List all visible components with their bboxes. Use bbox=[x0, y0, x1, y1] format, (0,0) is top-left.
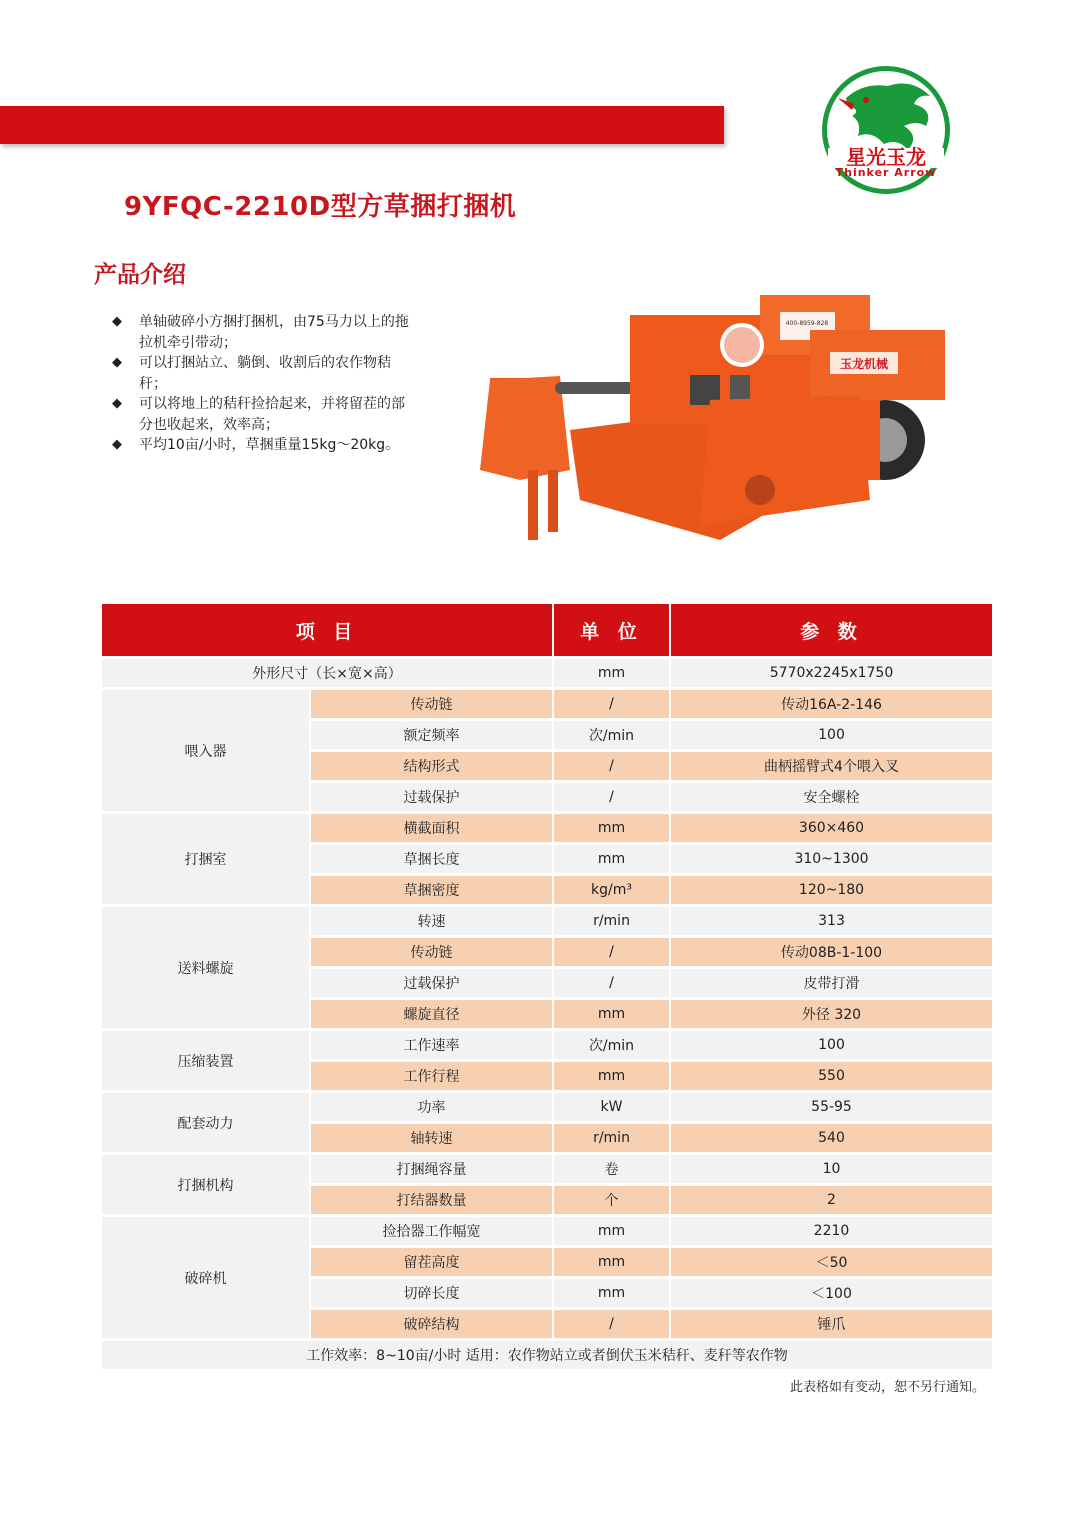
row-unit: mm bbox=[554, 1245, 671, 1276]
table-row bbox=[102, 1090, 992, 1121]
row-item: 横截面积 bbox=[311, 811, 554, 842]
diamond-bullet-icon: ◆ bbox=[112, 437, 122, 452]
header-item: 项 目 bbox=[102, 604, 554, 656]
row-unit: mm bbox=[554, 811, 671, 842]
row-unit: / bbox=[554, 687, 671, 718]
diamond-bullet-icon: ◆ bbox=[112, 314, 122, 329]
group-name: 送料螺旋 bbox=[102, 904, 311, 1028]
row-unit: mm bbox=[554, 997, 671, 1028]
intro-bullet-text: 可以将地上的秸秆捡拾起来，并将留茬的部分也收起来，效率高； bbox=[139, 396, 405, 433]
row-item: 草捆密度 bbox=[311, 873, 554, 904]
row-value: 120~180 bbox=[671, 873, 992, 904]
row-item: 过载保护 bbox=[311, 966, 554, 997]
row-unit: mm bbox=[554, 1276, 671, 1307]
table-row bbox=[102, 904, 992, 935]
row-item: 捡拾器工作幅宽 bbox=[311, 1214, 554, 1245]
row-value: 2 bbox=[671, 1183, 992, 1214]
row-value: 锤爪 bbox=[671, 1307, 992, 1338]
machine-phone-text: 400-8959-828 bbox=[785, 320, 829, 327]
header-value: 参 数 bbox=[671, 604, 992, 656]
company-logo bbox=[818, 64, 954, 198]
row-value: 传动16A-2-146 bbox=[671, 687, 992, 718]
logo-cn-text: 星光玉龙 bbox=[846, 145, 926, 169]
logo-en-text: Thinker Arrow bbox=[835, 166, 937, 179]
overall-item: 外形尺寸（长×宽×高） bbox=[102, 656, 554, 687]
table-footer-row bbox=[102, 1338, 992, 1369]
row-value: 皮带打滑 bbox=[671, 966, 992, 997]
group-name: 破碎机 bbox=[102, 1214, 311, 1338]
overall-unit: mm bbox=[554, 656, 671, 687]
group-name: 打捆室 bbox=[102, 811, 311, 904]
row-item: 过载保护 bbox=[311, 780, 554, 811]
row-value: ＜50 bbox=[671, 1245, 992, 1276]
table-row bbox=[102, 811, 992, 842]
table-row bbox=[102, 1214, 992, 1245]
row-item: 转速 bbox=[311, 904, 554, 935]
table-row bbox=[102, 687, 992, 718]
row-value: 360×460 bbox=[671, 811, 992, 842]
group-name: 打捆机构 bbox=[102, 1152, 311, 1214]
row-unit: / bbox=[554, 935, 671, 966]
row-item: 螺旋直径 bbox=[311, 997, 554, 1028]
disclaimer-note: 此表格如有变动，恕不另行通知。 bbox=[790, 1380, 986, 1395]
row-item: 传动链 bbox=[311, 687, 554, 718]
row-unit: / bbox=[554, 749, 671, 780]
table-row bbox=[102, 656, 992, 687]
row-item: 打结器数量 bbox=[311, 1183, 554, 1214]
row-unit: r/min bbox=[554, 904, 671, 935]
row-value: 安全螺栓 bbox=[671, 780, 992, 811]
row-item: 功率 bbox=[311, 1090, 554, 1121]
row-item: 草捆长度 bbox=[311, 842, 554, 873]
row-unit: mm bbox=[554, 1214, 671, 1245]
diamond-bullet-icon: ◆ bbox=[112, 355, 122, 370]
table-row bbox=[102, 1152, 992, 1183]
row-unit: mm bbox=[554, 842, 671, 873]
row-value: ＜100 bbox=[671, 1276, 992, 1307]
group-name: 配套动力 bbox=[102, 1090, 311, 1152]
header-red-bar bbox=[0, 106, 724, 144]
machine-label-text: 玉龙机械 bbox=[839, 357, 889, 371]
row-item: 留茬高度 bbox=[311, 1245, 554, 1276]
row-value: 100 bbox=[671, 718, 992, 749]
row-value: 10 bbox=[671, 1152, 992, 1183]
row-unit: / bbox=[554, 1307, 671, 1338]
row-value: 55-95 bbox=[671, 1090, 992, 1121]
row-unit: kg/m³ bbox=[554, 873, 671, 904]
table-footer: 工作效率：8~10亩/小时 适用：农作物站立或者倒伏玉米秸秆、麦秆等农作物 bbox=[102, 1338, 992, 1369]
intro-bullet bbox=[112, 394, 412, 435]
row-item: 打捆绳容量 bbox=[311, 1152, 554, 1183]
diamond-bullet-icon: ◆ bbox=[112, 396, 122, 411]
intro-bullet bbox=[112, 435, 412, 456]
section-heading-intro: 产品介绍 bbox=[94, 262, 186, 288]
row-item: 工作行程 bbox=[311, 1059, 554, 1090]
row-item: 传动链 bbox=[311, 935, 554, 966]
row-value: 550 bbox=[671, 1059, 992, 1090]
row-item: 结构形式 bbox=[311, 749, 554, 780]
row-item: 工作速率 bbox=[311, 1028, 554, 1059]
row-item: 切碎长度 bbox=[311, 1276, 554, 1307]
group-name: 压缩装置 bbox=[102, 1028, 311, 1090]
row-value: 540 bbox=[671, 1121, 992, 1152]
row-value: 100 bbox=[671, 1028, 992, 1059]
intro-bullet-list bbox=[112, 312, 412, 456]
header-unit: 单 位 bbox=[554, 604, 671, 656]
row-unit: 个 bbox=[554, 1183, 671, 1214]
row-item: 破碎结构 bbox=[311, 1307, 554, 1338]
row-unit: mm bbox=[554, 1059, 671, 1090]
row-value: 313 bbox=[671, 904, 992, 935]
row-value: 2210 bbox=[671, 1214, 992, 1245]
row-unit: 次/min bbox=[554, 1028, 671, 1059]
overall-value: 5770x2245x1750 bbox=[671, 656, 992, 687]
row-unit: r/min bbox=[554, 1121, 671, 1152]
row-value: 外径 320 bbox=[671, 997, 992, 1028]
intro-bullet bbox=[112, 353, 412, 394]
product-title: 9YFQC-2210D型方草捆打捆机 bbox=[124, 192, 517, 222]
intro-bullet-text: 平均10亩/小时，草捆重量15kg～20kg。 bbox=[139, 437, 400, 453]
row-item: 轴转速 bbox=[311, 1121, 554, 1152]
intro-bullet-text: 可以打捆站立、躺倒、收割后的农作物秸秆； bbox=[139, 355, 391, 392]
row-unit: 次/min bbox=[554, 718, 671, 749]
table-row bbox=[102, 1028, 992, 1059]
row-unit: / bbox=[554, 780, 671, 811]
row-value: 传动08B-1-100 bbox=[671, 935, 992, 966]
row-item: 额定频率 bbox=[311, 718, 554, 749]
row-unit: kW bbox=[554, 1090, 671, 1121]
baler-machine-photo bbox=[460, 290, 960, 555]
group-name: 喂入器 bbox=[102, 687, 311, 811]
row-value: 曲柄摇臂式4个喂入叉 bbox=[671, 749, 992, 780]
spec-table bbox=[102, 604, 992, 1369]
intro-bullet-text: 单轴破碎小方捆打捆机，由75马力以上的拖拉机牵引带动； bbox=[139, 314, 409, 351]
row-unit: 卷 bbox=[554, 1152, 671, 1183]
intro-bullet bbox=[112, 312, 412, 353]
row-value: 310~1300 bbox=[671, 842, 992, 873]
row-unit: / bbox=[554, 966, 671, 997]
